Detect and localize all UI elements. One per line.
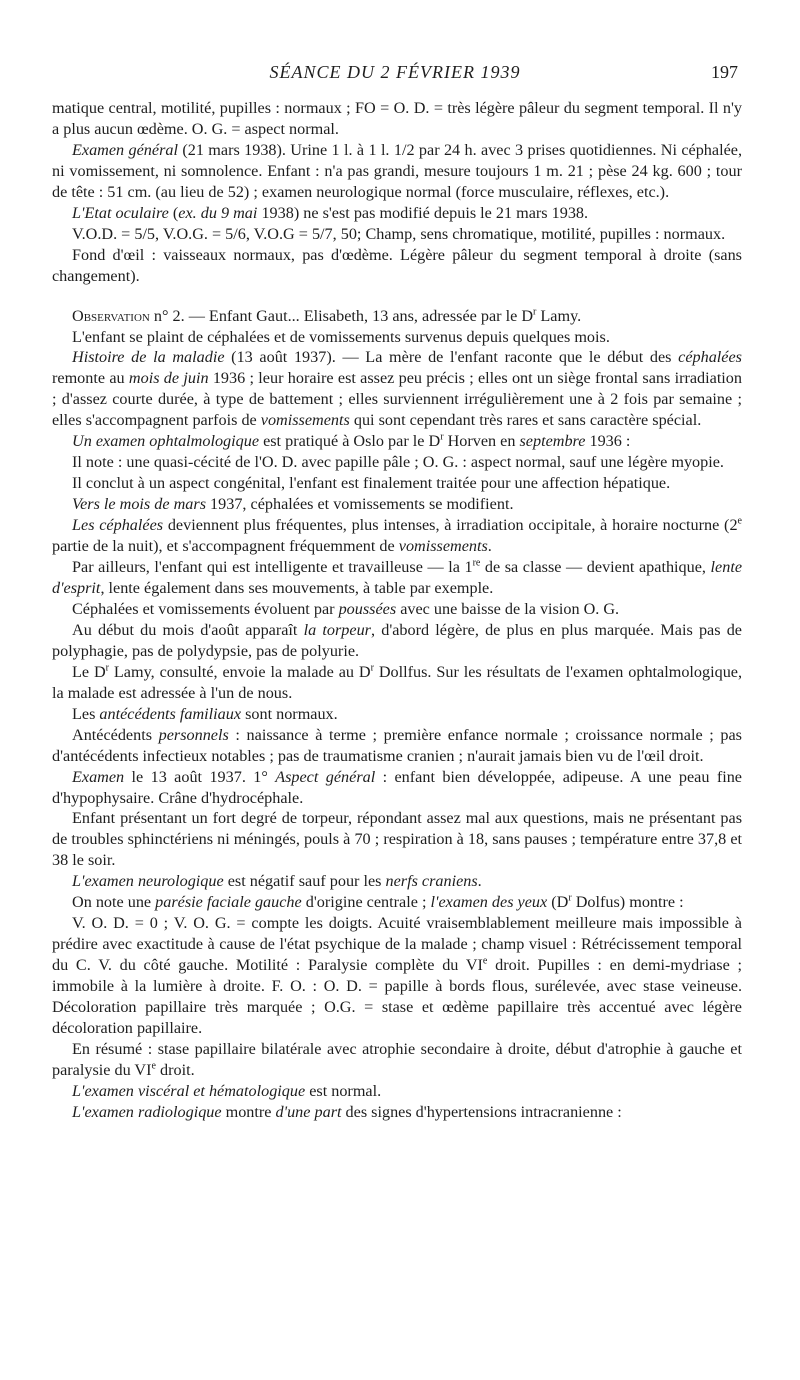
text: Au début du mois d'août apparaît [72,620,304,639]
text: des signes d'hypertensions intracranienne : [341,1102,622,1121]
superscript: e [482,955,488,967]
text-italic: lente d'esprit [52,558,743,597]
text-italic: septembre [519,432,586,451]
text: 1937, céphalées et vomissements se modifient. [206,495,514,514]
paragraph [52,704,742,725]
text: deviennent plus fréquentes, plus intenses, à irradiation occipitale, à horaire nocturne (2 [163,516,738,535]
observation-label: Observation [72,306,150,325]
text: 1938) ne s'est pas modifié depuis le 21 mars 1938. [257,203,589,222]
text: avec une baisse de la vision O. G. [396,599,620,618]
text-italic: antécédents familiaux [99,704,242,723]
page-number: 197 [711,62,738,82]
superscript: e [151,1060,156,1072]
text: . [487,537,492,556]
paragraph [52,494,742,515]
text: montre [221,1102,276,1121]
text: droit. Pupilles : en demi-mydriase ; immobile à la lumière à droite. F. O. : O. D. = papille à bords flous, surélevée, avec stase veineuse. Décoloration papillaire très marquée ; O.G. = stase et œdème papillaire très accentué avec légère décoloration papillaire. [52,956,743,1037]
text: Antécédents [72,725,159,744]
text: . [477,872,482,891]
paragraph [52,431,742,452]
text: est normal. [305,1081,382,1100]
text: ( [168,203,179,222]
text: V. O. D. = 0 ; V. O. G. = compte les doigts. Acuité vraisemblablement meilleure mais impossible à prédire avec exactitude à cause de l'état psychique de la malade ; champ visuel : Rétrécissement temporal du C. V. du côté gauche. Motilité : Paralysie complète du VI [52,914,742,975]
text: Céphalées et vomissements évoluent par [72,599,339,618]
text: Dollfus. Sur les résultats de l'examen ophtalmologique, la malade est adressée à l'un de nous. [52,662,743,702]
text: Dolfus) montre : [571,893,684,912]
text: On note une [72,893,156,912]
text: L'enfant se plaint de céphalées et de vomissements survenus depuis quelques mois. [72,327,610,346]
text-italic: l'examen des yeux [430,893,548,912]
text-italic: Examen [72,767,125,786]
page-header [52,62,738,86]
text-italic: céphalées [678,348,742,367]
text: Horven en [443,432,520,451]
text: 1936 : [585,432,631,451]
text-italic: nerfs craniens [385,872,478,891]
paragraph [52,1039,742,1081]
text: matique central, motilité, pupilles : normaux ; FO = O. D. = très légère pâleur du segment temporal. Il n'y a plus aucun œdème. O. G. = aspect normal. [52,99,742,138]
text: est négatif sauf pour les [223,872,386,891]
text-italic: vomissements [260,411,350,430]
text-italic: mois de juin [128,369,209,388]
text: : naissance à terme ; première enfance normale ; croissance normale ; pas d'antécédents infectieux notables ; pas de traumatisme cranien ; n'aurait jamais bien vu de l'œil droit. [52,725,742,765]
paragraph [52,892,742,913]
paragraph [52,203,742,224]
text: Lamy, consulté, envoie la malade au D [109,662,371,681]
paragraph [52,599,742,620]
text: : enfant bien développée, adipeuse. A une peau fine d'hypophysaire. Crâne d'hydrocéphale. [52,767,742,807]
paragraph [52,1102,742,1123]
text: 1936 ; leur horaire est assez peu précis ; elles ont un siège frontal sans irradiation ; d'assez courte durée, à type de battement ; elles surviennent irrégulièrement une à 2 fois par semaine ; elles s'accompagnent parfois de [52,369,742,430]
paragraph [52,140,742,203]
paragraph [52,662,742,704]
paragraph [52,245,742,287]
text: Lamy. [536,306,582,325]
text: qui sont cependant très rares et sans caractère spécial. [349,411,702,430]
text: droit. [155,1060,195,1079]
text: partie de la nuit), et s'accompagnent fréquemment de [52,537,399,556]
paragraph [52,725,742,767]
text: remonte au [52,369,129,388]
text-italic: Examen général [72,140,178,159]
superscript: r [370,662,374,674]
text-italic: Aspect général [275,767,376,786]
text-italic: L'examen neurologique [72,872,224,891]
text: le 13 août 1937. 1° [124,767,276,786]
text-italic: ex. du 9 mai [178,203,258,222]
superscript: re [472,557,481,569]
paragraph [52,767,742,809]
paragraph [52,98,742,140]
paragraph [52,224,742,245]
text: (21 mars 1938). Urine 1 l. à 1 l. 1/2 par 24 h. avec 3 prises quotidiennes. Ni céphalée, ni vomissement, ni somnolence. Enfant : n'a pas grandi, mesure toujours 1 m. 21 ; pèse 24 kg. 600 ; tour de tête : 51 cm. (au lieu de 52) ; examen neurologique normal (force musculaire, réflexes, etc.). [52,140,742,201]
text: Par ailleurs, l'enfant qui est intelligente et travailleuse — la 1 [72,558,473,577]
text: Les [72,704,100,723]
text-italic: Vers le mois de mars [72,495,206,514]
text-italic: Histoire de la maladie [72,348,225,367]
text: V.O.D. = 5/5, V.O.G. = 5/6, V.O.G = 5/7, 50; Champ, sens chromatique, motilité, pupilles : normaux. [72,224,726,243]
text-italic: Un examen ophtalmologique [72,432,260,451]
text: (D [547,893,569,912]
text: d'origine centrale ; [301,893,431,912]
paragraph [52,620,742,662]
paragraph [52,557,742,599]
text: Le D [72,662,106,681]
superscript: r [568,892,572,904]
paragraph [52,1081,742,1102]
text: sont normaux. [241,704,338,723]
paragraph [52,515,742,557]
text: Fond d'œil : vaisseaux normaux, pas d'œdème. Légère pâleur du segment temporal à droite (sans changement). [52,245,742,285]
text: (13 août 1937). — La mère de l'enfant raconte que le début des [224,348,679,367]
paragraph [52,808,742,871]
paragraph [52,913,742,1039]
text-italic: la torpeur [303,620,371,639]
paragraph [52,473,742,494]
text-italic: parésie faciale gauche [155,893,302,912]
superscript: r [105,662,110,674]
text: n° 2. — Enfant Gaut... Elisabeth, 13 ans, adressée par le D [149,306,534,325]
text: , lente également dans ses mouvements, à table par exemple. [100,578,494,597]
text: , d'abord légère, de plus en plus marquée. Mais pas de polyphagie, pas de polydypsie, pas de polyurie. [52,620,742,660]
superscript: e [737,515,742,527]
observation-heading-paragraph [52,306,742,327]
text-italic: personnels [158,725,229,744]
text: Enfant présentant un fort degré de torpeur, répondant assez mal aux questions, mais ne présentant pas de troubles sphinctériens ni méningés, pouls à 70 ; respiration à 18, sans pauses ; température entre 37,8 et 38 le soir. [52,809,742,870]
text-italic: d'une part [275,1102,342,1121]
text: Il conclut à un aspect congénital, l'enfant est finalement traitée pour une affection hépatique. [72,474,671,493]
text-italic: L'examen viscéral et hématologique [72,1081,306,1100]
superscript: r [440,431,444,443]
running-title: SÉANCE DU 2 FÉVRIER 1939 [269,62,521,82]
text: est pratiqué à Oslo par le D [259,432,441,451]
paragraph [52,452,742,473]
text-italic: poussées [338,599,397,618]
paragraph [52,871,742,892]
text: de sa classe — devient apathique, [480,558,711,577]
text-italic: Les céphalées [72,516,164,535]
paragraph [52,327,742,348]
text-italic: L'examen radiologique [72,1102,222,1121]
paragraph [52,347,742,431]
body-text [52,98,742,1123]
text: En résumé : stase papillaire bilatérale avec atrophie secondaire à droite, début d'atrophie à gauche et paralysie du VI [52,1039,742,1079]
text-italic: vomissements [398,537,488,556]
text-italic: L'Etat oculaire [72,203,169,222]
text: Il note : une quasi-cécité de l'O. D. avec papille pâle ; O. G. : aspect normal, sauf une légère myopie. [72,453,724,472]
superscript: r [533,306,537,318]
